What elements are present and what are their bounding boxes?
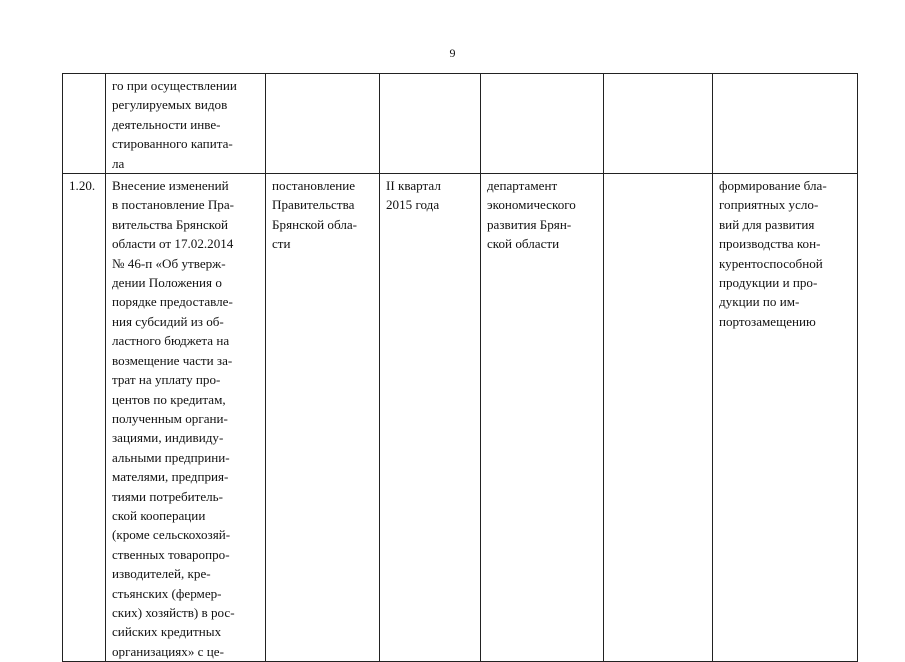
expected-result-cell xyxy=(713,174,858,662)
cell-text-line: ластного бюджета на xyxy=(112,333,230,349)
term-cell xyxy=(380,174,481,662)
expected-result-cell xyxy=(713,74,858,174)
cell-text-line: стьянских (фермер- xyxy=(112,585,222,601)
cell-text-line: деятельности инве- xyxy=(112,116,221,132)
cell-text-line: ла xyxy=(112,155,125,171)
cell-text-line: зациями, индивиду- xyxy=(112,430,224,446)
cell-text-line: Внесение изменений xyxy=(112,178,229,194)
cell-text-line: тиями потребитель- xyxy=(112,488,224,504)
cell-text-line: в постановление Пра- xyxy=(112,197,235,213)
cell-text-line: порядке предоставле- xyxy=(112,294,233,310)
cell-text-line: дукции по им- xyxy=(719,294,800,310)
executor-cell xyxy=(481,174,604,662)
cell-text-line: возмещение части за- xyxy=(112,352,233,368)
cell-text-line: портозамещению xyxy=(719,313,816,329)
cell-text-line: производства кон- xyxy=(719,236,821,252)
cell-text-line: Правительства xyxy=(272,197,355,213)
cell-text-line: вительства Брянской xyxy=(112,216,229,232)
executor-cell xyxy=(481,74,604,174)
empty-column-cell xyxy=(604,74,713,174)
cell-text-line: сийских кредитных xyxy=(112,624,222,640)
cell-text-line: области от 17.02.2014 xyxy=(112,236,234,252)
cell-text-line: альными предприни- xyxy=(112,449,230,465)
cell-text-line: го при осуществлении xyxy=(112,78,237,93)
cell-text-line: курентоспособной xyxy=(719,255,823,271)
cell-text-line: развития Брян- xyxy=(487,216,572,232)
cell-text-line: формирование бла- xyxy=(719,178,827,194)
cell-text-line: ния субсидий из об- xyxy=(112,313,224,329)
cell-text-line: трат на уплату про- xyxy=(112,372,221,388)
cell-text-line: организациях» с це- xyxy=(112,643,224,659)
table-row xyxy=(63,174,858,662)
cell-text-line: стированного капита- xyxy=(112,136,233,152)
cell-text-line: (кроме сельскохозяй- xyxy=(112,527,231,543)
cell-text-line: ских) хозяйств) в рос- xyxy=(112,604,235,620)
table-row xyxy=(63,74,858,174)
measure-content-cell xyxy=(106,174,266,662)
item-number-cell: 1.20. xyxy=(63,174,106,662)
cell-text-line: 2015 года xyxy=(386,197,440,213)
act-type-cell xyxy=(266,174,380,662)
cell-text-line: дении Положения о xyxy=(112,275,222,291)
cell-text-line: департамент xyxy=(487,178,558,194)
cell-text-line: гоприятных усло- xyxy=(719,197,819,213)
cell-text-line: экономического xyxy=(487,197,576,213)
cell-text-line: Брянской обла- xyxy=(272,216,358,232)
cell-text-line: мателями, предприя- xyxy=(112,469,229,485)
cell-text-line: вий для развития xyxy=(719,216,815,232)
cell-text-line: центов по кредитам, xyxy=(112,391,226,407)
act-type-cell xyxy=(266,74,380,174)
cell-text-line: № 46-п «Об утверж- xyxy=(112,255,226,271)
page-number: 9 xyxy=(449,46,456,60)
cell-text-line: ственных товаропро- xyxy=(112,546,230,562)
cell-text-line: изводителей, кре- xyxy=(112,566,211,582)
measure-content-cell xyxy=(106,74,266,174)
cell-text-line: сти xyxy=(272,236,291,252)
cell-text-line: ской области xyxy=(487,236,560,252)
cell-text-line: постановление xyxy=(272,178,356,194)
cell-text-line: полученным органи- xyxy=(112,410,228,426)
item-number-cell xyxy=(63,74,106,174)
measures-table xyxy=(62,73,858,662)
cell-text-line: ской кооперации xyxy=(112,507,206,523)
term-cell xyxy=(380,74,481,174)
cell-text-line: регулируемых видов xyxy=(112,97,228,113)
cell-text-line: продукции и про- xyxy=(719,275,818,291)
empty-column-cell xyxy=(604,174,713,662)
cell-text-line: II квартал xyxy=(386,178,441,194)
